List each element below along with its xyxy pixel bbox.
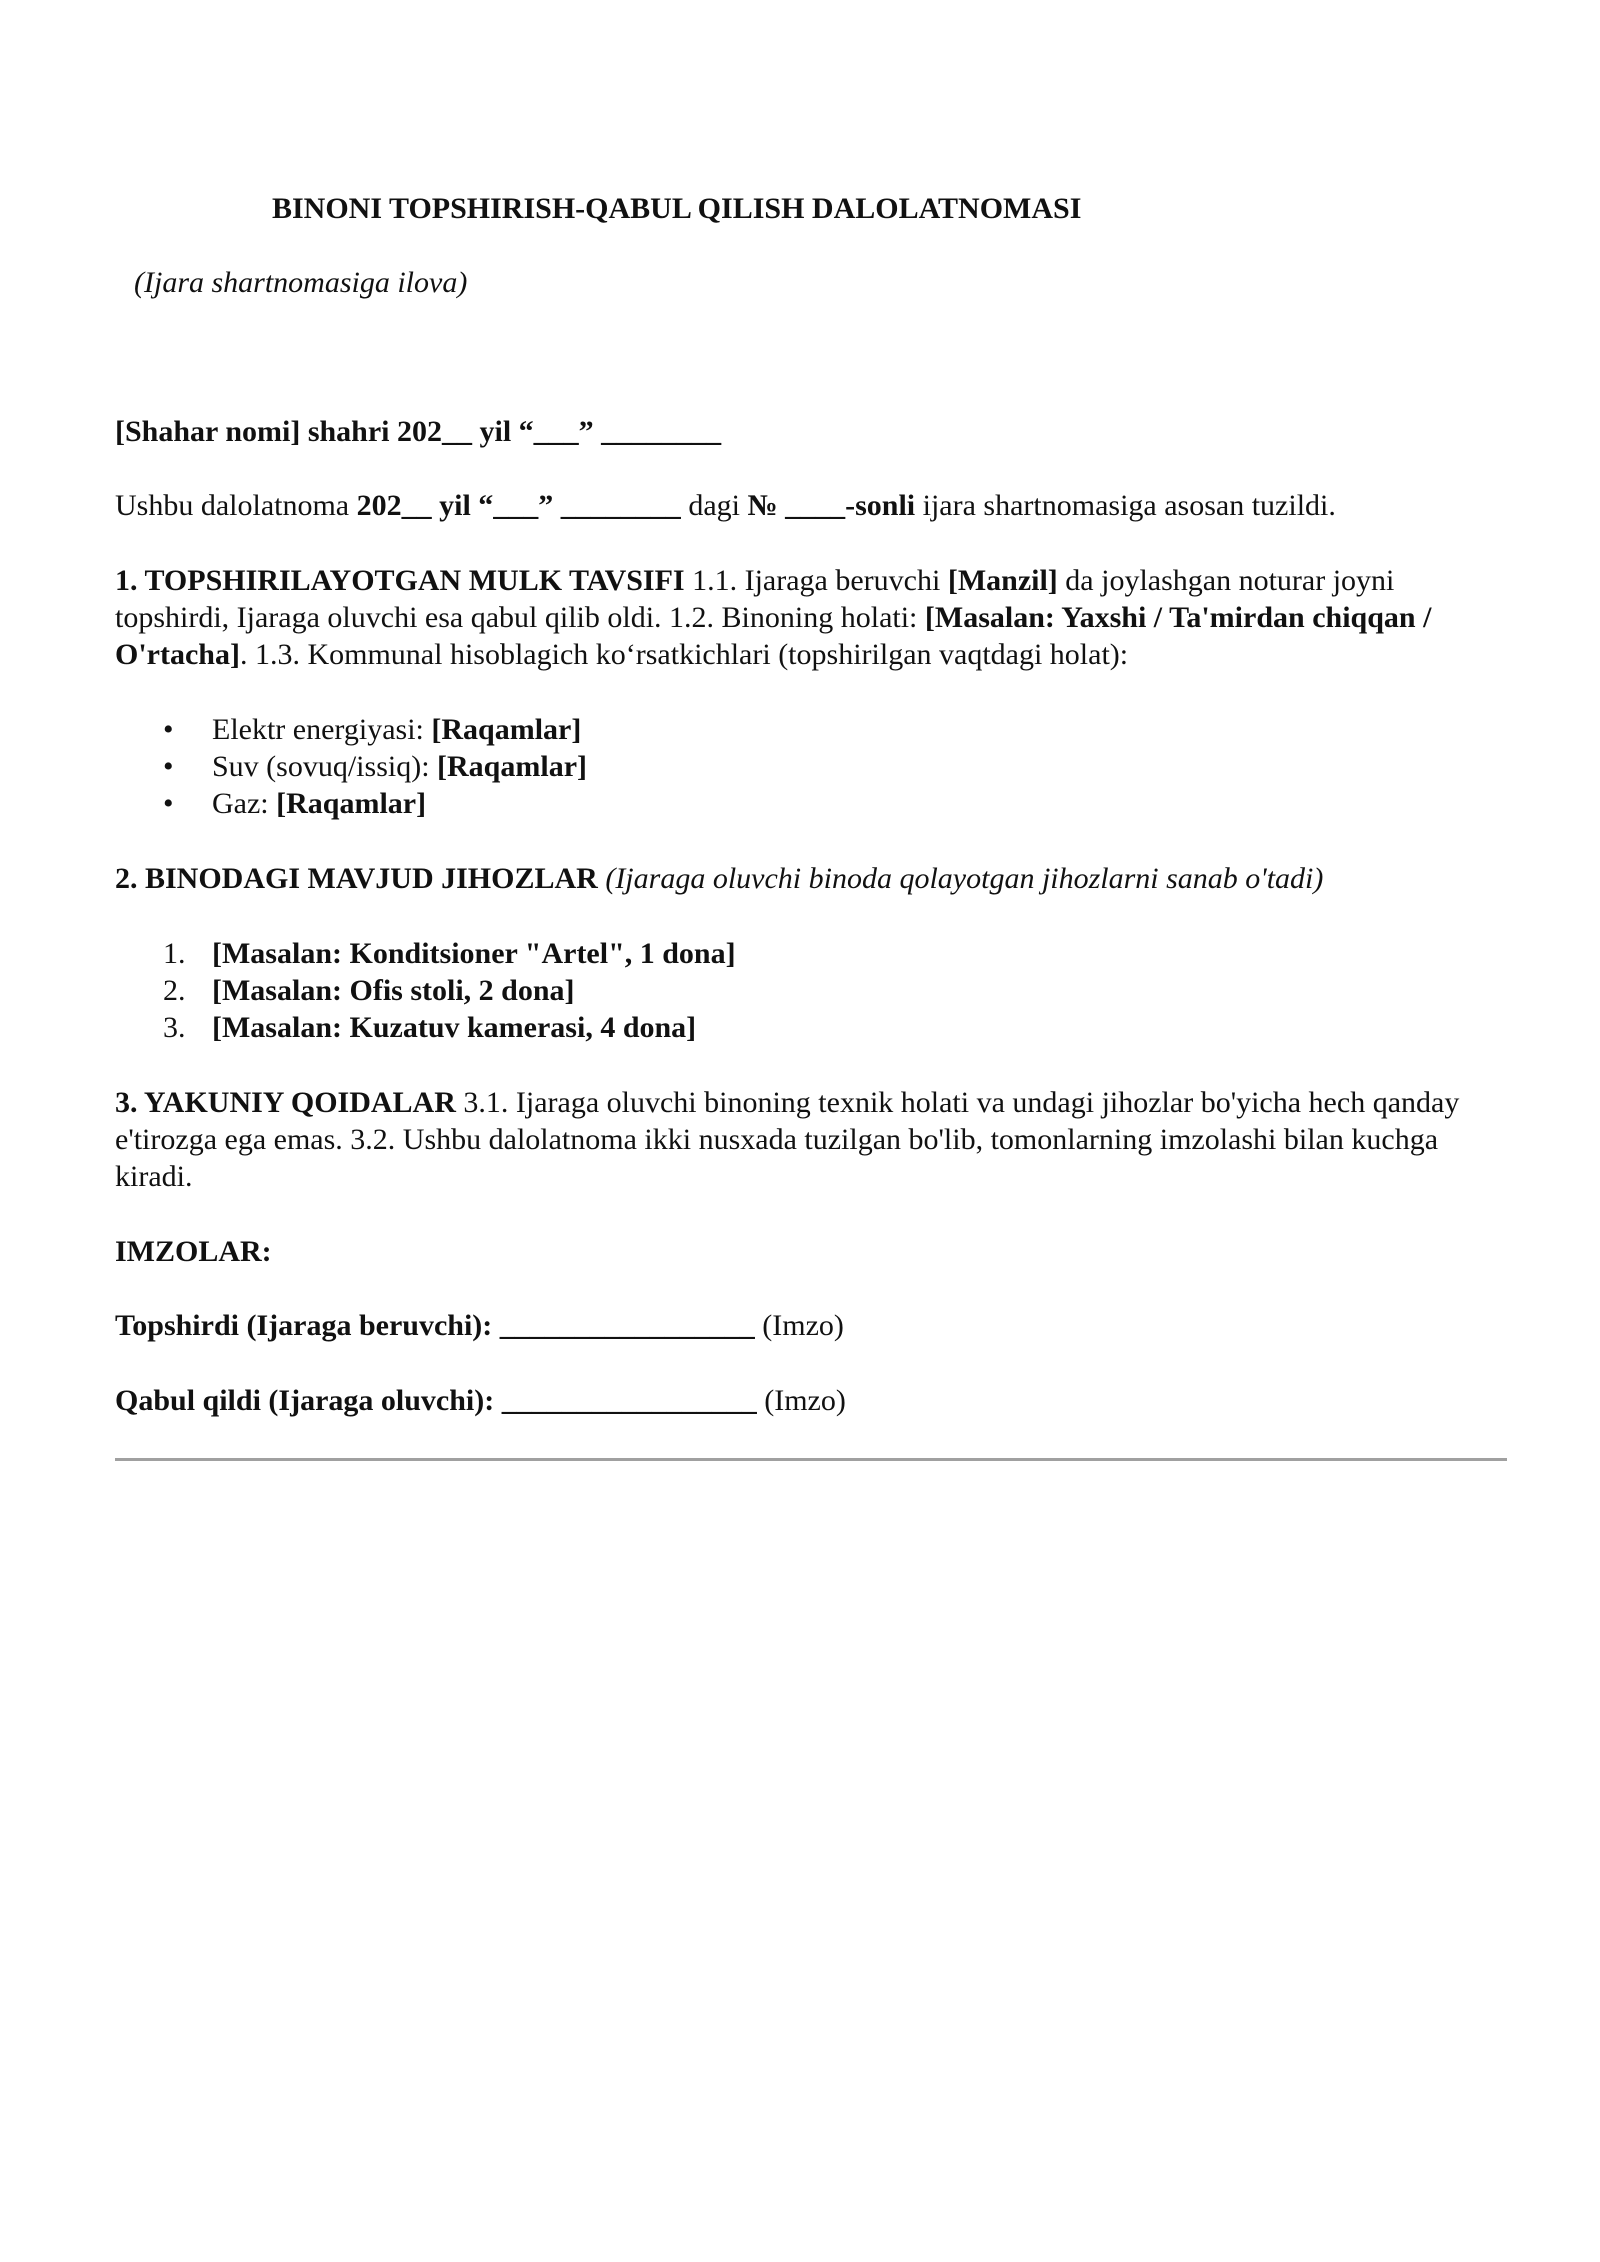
document-title: BINONI TOPSHIRISH-QABUL QILISH DALOLATNOMASI [272, 192, 1082, 225]
section3-heading: 3. YAKUNIY QOIDALAR [115, 1086, 456, 1119]
intro-paragraph: Ushbu dalolatnoma 202__ yil “___” ________ dagi № ____-sonli ijara shartnomasiga asosan tuzildi. [115, 489, 1336, 522]
list-item: 2. [Masalan: Ofis stoli, 2 dona] [163, 974, 575, 1007]
list-item: • Elektr energiyasi: [Raqamlar] [163, 713, 582, 746]
section3-paragraph: 3. YAKUNIY QOIDALAR 3.1. Ijaraga oluvchi binoning texnik holati va undagi jihozlar bo'yicha hech qanday e'tirozga ega emas. 3.2. Ushbu dalolatnoma ikki nusxada tuzilgan bo'lib, tomonlarning imzolashi bilan kuchga kiradi. [115, 1086, 1460, 1193]
list-item: 3. [Masalan: Kuzatuv kamerasi, 4 dona] [163, 1011, 697, 1044]
list-item: 1. [Masalan: Konditsioner "Artel", 1 dona] [163, 937, 736, 970]
equipment-list [115, 935, 1507, 1046]
list-item: • Suv (sovuq/issiq): [Raqamlar] [163, 750, 588, 783]
section1-paragraph: 1. TOPSHIRILAYOTGAN MULK TAVSIFI 1.1. Ijaraga beruvchi [Manzil] da joylashgan noturar joyni topshirdi, Ijaraga oluvchi esa qabul qilib oldi. 1.2. Binoning holati: [Masalan: Yaxshi / Ta'mirdan chiqqan / O'rtacha]. 1.3. Kommunal hisoblagich koʻrsatkichlari (topshirilgan vaqtdagi holat): [115, 564, 1432, 671]
horizontal-divider [115, 1458, 1507, 1461]
handover-signature-line: Topshirdi (Ijaraga beruvchi): _________________ (Imzo) [115, 1309, 844, 1342]
bullet-icon: • [163, 750, 174, 783]
document-subtitle: (Ijara shartnomasiga ilova) [134, 266, 468, 299]
meter-readings-list [115, 711, 1507, 822]
bullet-icon: • [163, 787, 174, 820]
bullet-icon: • [163, 713, 174, 746]
accept-signature-line: Qabul qildi (Ijaraga oluvchi): _________________ (Imzo) [115, 1384, 846, 1417]
section2-heading-line: 2. BINODAGI MAVJUD JIHOZLAR (Ijaraga oluvchi binoda qolayotgan jihozlarni sanab o'tadi) [115, 862, 1324, 895]
section2-heading: 2. BINODAGI MAVJUD JIHOZLAR [115, 862, 598, 895]
list-item: • Gaz: [Raqamlar] [163, 787, 427, 820]
signatures-heading: IMZOLAR: [115, 1235, 272, 1268]
section1-heading: 1. TOPSHIRILAYOTGAN MULK TAVSIFI [115, 564, 685, 597]
place-date-line: [Shahar nomi] shahri 202__ yil “___” ________ [115, 415, 722, 448]
